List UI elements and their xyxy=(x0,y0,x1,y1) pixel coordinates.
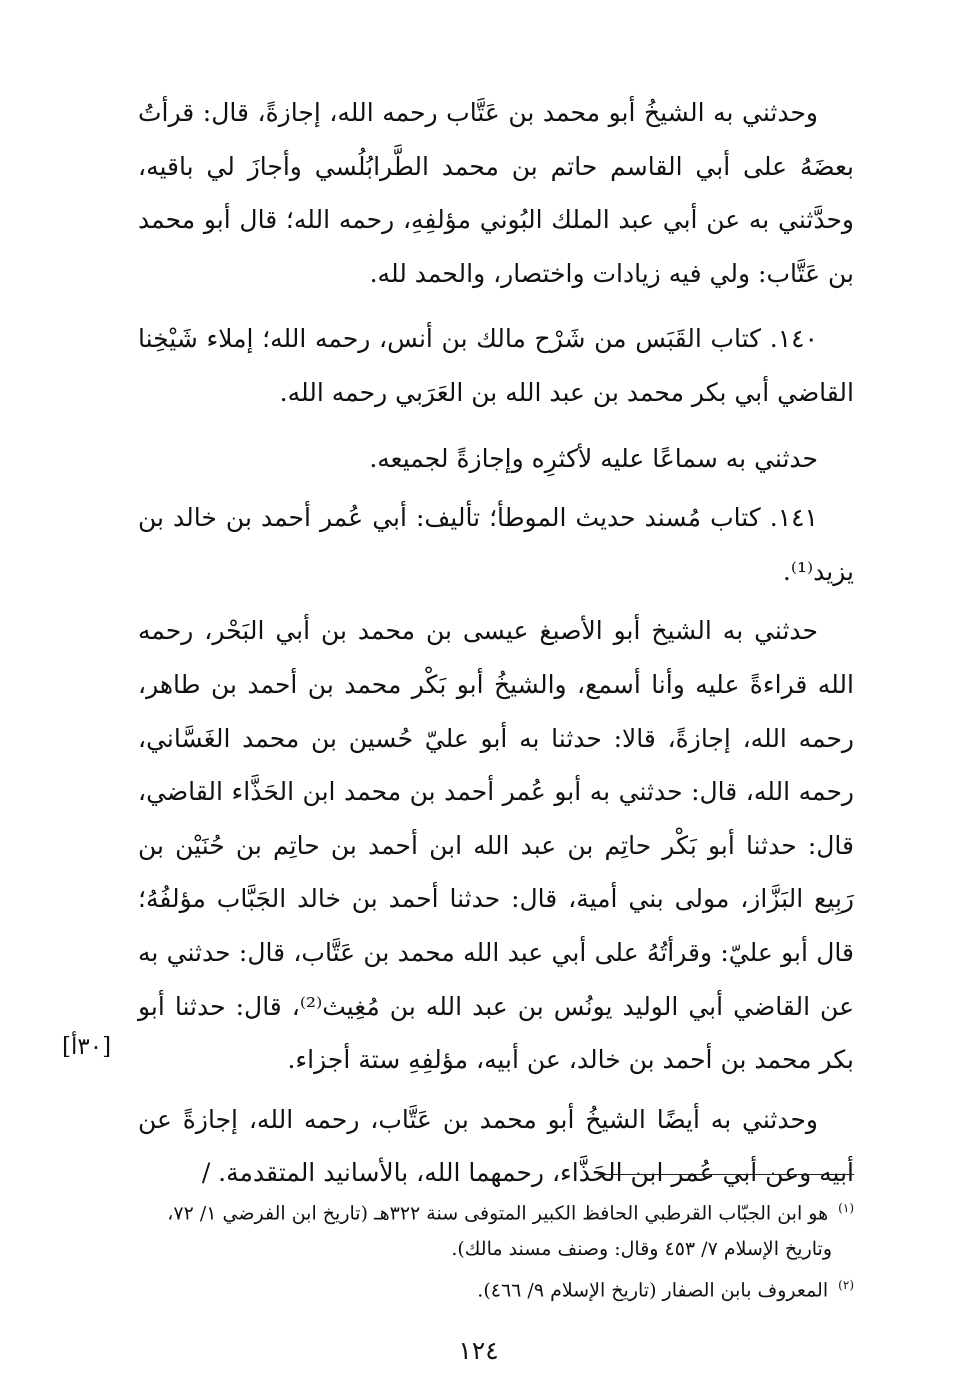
entry-140-title: ١٤٠. كتاب القَبَس من شَرْح مالك بن أنس، رحمه الله؛ إملاء شَيْخِنا القاضي أبي بكر محمد بن عبد الله بن العَرَبي رحمه الله. xyxy=(138,324,854,407)
footnotes xyxy=(138,1190,854,1309)
manuscript-folio-marker: [٣٠أ] xyxy=(62,1034,112,1060)
entry-140-chain: حدثني به سماعًا عليه لأكثرِه وإجازةً لجميعه. xyxy=(369,443,818,473)
footnote-2-number: (٢) xyxy=(838,1278,854,1293)
footnote-separator xyxy=(598,1174,854,1175)
entry-141-chain: حدثني به الشيخ أبو الأصبغ عيسى بن محمد بن أبي البَحْر، رحمه الله قراءةً عليه وأنا أسمع، والشيخُ أبو بَكْر محمد بن أحمد بن طاهر، رحمه الله، إجازةً، قالا: حدثنا به أبو عليّ حُسين بن محمد الغَسَّاني، رحمه الله، قال: حدثني به أبو عُمر أحمد بن محمد ابن الحَذَّاء القاضي، قال: حدثنا أبو بَكْر حاتِم بن عبد الله ابن أحمد بن حاتِم بن حُنَيْن بن رَبِيع البَزَّاز، مولى بني أمية، قال: حدثنا أحمد بن خالد الجَبَّاب مؤلفُهُ؛ قال أبو عليّ: وقرأتُهُ على أبي عبد الله محمد بن عَتَّاب، قال: حدثني به عن القاضي أبي الوليد يونُس بن عبد الله بن مُغِيث⁽²⁾، قال: حدثنا أبو بكر محمد بن أحمد بن خالد، عن أبيه، مؤلفِهِ ستة أجزاء. xyxy=(138,616,855,1075)
page-number: ١٢٤ xyxy=(458,1336,499,1365)
footnote-2-text: المعروف بابن الصفار (تاريخ الإسلام ٩/ ٤٦٦). xyxy=(477,1279,829,1302)
footnote-1-text: هو ابن الجبّاب القرطبي الحافظ الكبير المتوفى سنة ٣٢٢هـ (تاريخ ابن الفرضي ١/ ٧٢، xyxy=(167,1202,829,1225)
entry-141-second-chain: وحدثني به أيضًا الشيخُ أبو محمد بن عَتَّاب، رحمه الله، إجازةً عن أبيه وعن أبي عُمر ابن الحَذَّاء، رحمهما الله، بالأسانيد المتقدمة. / xyxy=(138,1104,854,1188)
footnote-1-number: (١) xyxy=(838,1201,854,1215)
paragraph-ijaza-bouni: وحدثني به الشيخُ أبو محمد بن عَتَّاب رحمه الله، إجازةً، قال: قرأتُ بعضَهُ على أبي القاسم حاتم بن محمد الطَّرابُلُسي وأجازَ لي باقيه، وحدَّثني به عن أبي عبد الملك البُوني مؤلفِهِ، رحمه الله؛ قال أبو محمد بن عَتَّاب: ولي فيه زيادات واختصار، والحمد لله. xyxy=(138,98,854,288)
footnote-1 xyxy=(138,1190,854,1231)
footnote-2 xyxy=(138,1267,854,1308)
entry-141-title: ١٤١. كتاب مُسند حديث الموطأ؛ تأليف: أبي عُمر أحمد بن خالد بن يزيد⁽¹⁾. xyxy=(138,503,854,586)
footnote-1-continuation: وتاريخ الإسلام ٧/ ٤٥٣ وقال: وصنف مسند مالك). xyxy=(451,1238,832,1261)
main-text xyxy=(138,86,854,1212)
